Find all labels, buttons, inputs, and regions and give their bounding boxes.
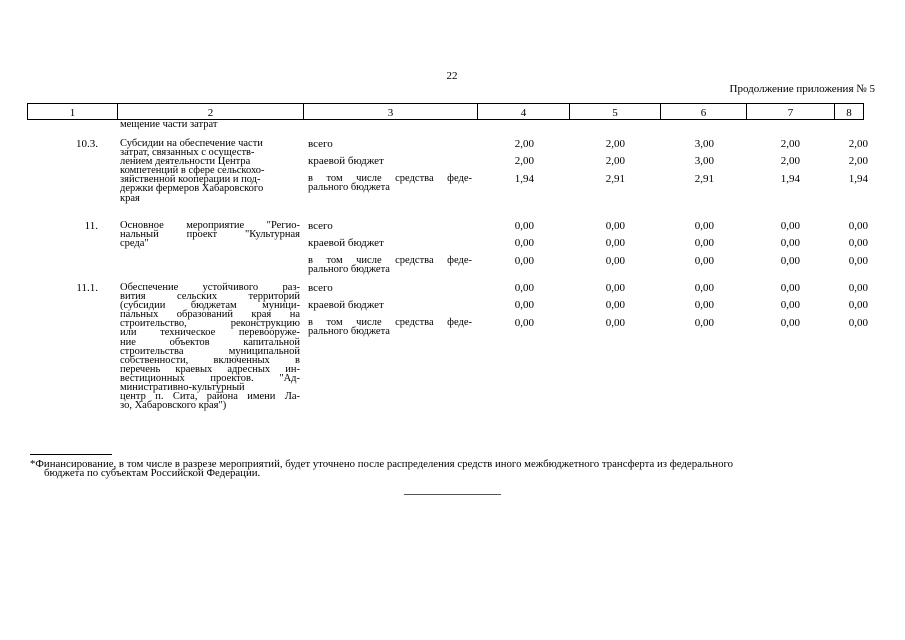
header-col-8: 8: [846, 107, 852, 119]
value-cell: 2,00: [848, 138, 868, 150]
value-cell: 1,94: [848, 173, 868, 185]
row-number: 10.3.: [76, 138, 98, 150]
value-cell: 0,00: [694, 255, 714, 267]
sub-label-regional: краевой бюджет: [308, 299, 384, 311]
sub-label-total: всего: [308, 138, 333, 150]
value-cell: 0,00: [848, 317, 868, 329]
value-cell: 2,00: [780, 155, 800, 167]
value-cell: 2,00: [780, 138, 800, 150]
header-col-6: 6: [700, 107, 707, 119]
continuation-label: Продолжение приложения № 5: [729, 83, 875, 95]
row-number: 11.1.: [76, 282, 98, 294]
sub-label-regional: краевой бюджет: [308, 155, 384, 167]
sub-label-federal: в том числе средства феде- рального бюджета: [308, 173, 472, 194]
page-number: 22: [446, 70, 458, 82]
value-cell: 0,00: [514, 317, 534, 329]
header-col-4: 4: [520, 107, 527, 119]
footnote-line-1: *Финансирование, в том числе в разрезе мероприятий, будет уточнено после распределения средств иного межбюджетного трансферта из федерального: [30, 458, 734, 470]
value-cell: 0,00: [605, 220, 625, 232]
footnote-line-2: бюджета по субъектам Российской Федерации.: [44, 467, 261, 479]
value-cell: 2,00: [514, 155, 534, 167]
sub-label-total: всего: [308, 282, 333, 294]
row-number: 11.: [84, 220, 98, 232]
value-cell: 3,00: [694, 155, 714, 167]
value-cell: 1,94: [780, 173, 800, 185]
value-cell: 0,00: [694, 317, 714, 329]
value-cell: 0,00: [848, 237, 868, 249]
table-top-border: [27, 103, 864, 104]
value-cell: 0,00: [780, 299, 800, 311]
header-col-3: 3: [387, 107, 394, 119]
value-cell: 0,00: [780, 237, 800, 249]
value-cell: 0,00: [780, 282, 800, 294]
value-cell: 0,00: [605, 255, 625, 267]
value-cell: 0,00: [605, 282, 625, 294]
value-cell: 0,00: [848, 282, 868, 294]
value-cell: 0,00: [514, 282, 534, 294]
value-cell: 0,00: [605, 237, 625, 249]
value-cell: 0,00: [694, 299, 714, 311]
value-cell: 2,00: [605, 155, 625, 167]
value-cell: 2,91: [605, 173, 625, 185]
value-cell: 0,00: [694, 237, 714, 249]
value-cell: 0,00: [694, 220, 714, 232]
end-separator: [404, 494, 501, 495]
sub-label-federal: в том числе средства феде- рального бюджета: [308, 255, 472, 276]
sub-label-federal: в том числе средства феде- рального бюджета: [308, 317, 472, 338]
value-cell: 0,00: [848, 220, 868, 232]
sub-label-regional: краевой бюджет: [308, 237, 384, 249]
value-cell: 0,00: [780, 317, 800, 329]
value-cell: 0,00: [848, 299, 868, 311]
value-cell: 0,00: [605, 299, 625, 311]
value-cell: 0,00: [514, 237, 534, 249]
header-col-2: 2: [207, 107, 214, 119]
value-cell: 3,00: [694, 138, 714, 150]
value-cell: 0,00: [694, 282, 714, 294]
value-cell: 0,00: [514, 255, 534, 267]
sub-label-total: всего: [308, 220, 333, 232]
value-cell: 2,00: [605, 138, 625, 150]
value-cell: 2,00: [514, 138, 534, 150]
value-cell: 2,00: [848, 155, 868, 167]
value-cell: 0,00: [780, 255, 800, 267]
header-col-5: 5: [612, 107, 618, 119]
header-col-1: 1: [69, 107, 76, 119]
col-border-8: [863, 103, 864, 120]
value-cell: 2,91: [694, 173, 714, 185]
value-cell: 0,00: [514, 220, 534, 232]
footnote-separator: [30, 454, 112, 455]
carry-over-text: мещение части затрат: [120, 119, 218, 130]
row-name: Основное мероприятие "Регио- нальный проект "Культурная среда": [120, 220, 300, 250]
header-col-7: 7: [787, 107, 794, 119]
row-name: Субсидии на обеспечение части затрат, связанных с осуществ- лением деятельности Центра компетенций в сфере сельскохо- зяйственной кооперации и под- держки фермеров Хабаровского края: [120, 138, 265, 204]
value-cell: 0,00: [605, 317, 625, 329]
row-name: Обеспечение устойчивого раз- вития сельских территорий (субсидии бюджетам муници- пальных образований края на строительство, реконструкцию или техническое перевооруже- ние объектов капитальной строительства муниципальной собственности, включенных в перечень краевых адресных ин- вестиционных проектов. "Ад- министративно-культурный центр п. Сита, района имени Ла- зо, Хабаровского края"): [120, 282, 300, 412]
value-cell: 0,00: [780, 220, 800, 232]
value-cell: 1,94: [514, 173, 534, 185]
value-cell: 0,00: [848, 255, 868, 267]
value-cell: 0,00: [514, 299, 534, 311]
